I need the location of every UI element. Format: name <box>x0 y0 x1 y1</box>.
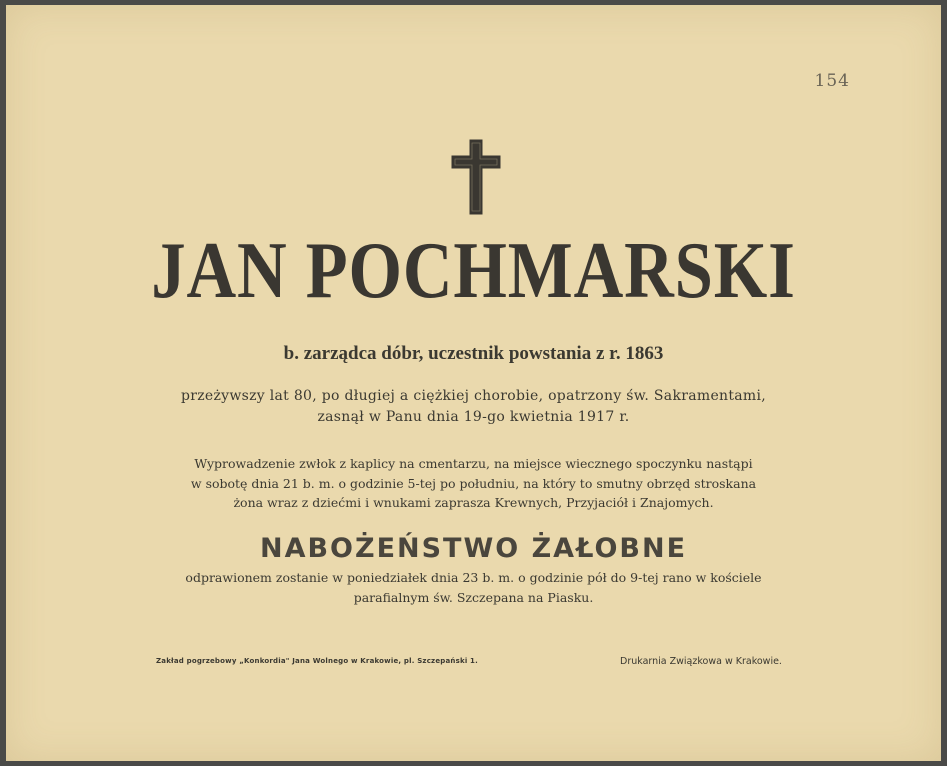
obituary-sheet <box>6 5 941 761</box>
service-line-2: parafialnym św. Szczepana na Piasku. <box>353 590 594 605</box>
page-number: 154 <box>814 71 850 91</box>
funeral-notice-line-3: żona wraz z dziećmi i wnukami zaprasza Krewnych, Przyjaciół i Znajomych. <box>233 495 714 510</box>
death-notice-line-2: zasnął w Panu dnia 19-go kwietnia 1917 r. <box>317 409 630 425</box>
funeral-home-imprint: Zakład pogrzebowy „Konkordia" Jana Wolnego w Krakowie, pl. Szczepański 1. <box>156 657 478 665</box>
service-line-1: odprawionem zostanie w poniedziałek dnia 23 b. m. o godzinie pół do 9-tej rano w kościele <box>185 570 762 585</box>
death-notice-line-1: przeżywszy lat 80, po długiej a ciężkiej chorobie, opatrzony św. Sakramentami, <box>180 388 767 404</box>
printer-imprint: Drukarnia Związkowa w Krakowie. <box>620 656 782 667</box>
funeral-notice-line-2: w sobotę dnia 21 b. m. o godzinie 5-tej po południu, na który to smutny obrzęd stroskana <box>190 476 757 491</box>
deceased-description: b. zarządca dóbr, uczestnik powstania z r. 1863 <box>283 343 664 364</box>
funeral-notice-line-1: Wyprowadzenie zwłok z kaplicy na cmentarzu, na miejsce wiecznego spoczynku nastąpi <box>194 456 753 471</box>
service-heading: NABOŻEŃSTWO ŻAŁOBNE <box>259 533 688 564</box>
deceased-name: JAN POCHMARSKI <box>151 227 796 315</box>
cross-icon <box>450 138 502 216</box>
